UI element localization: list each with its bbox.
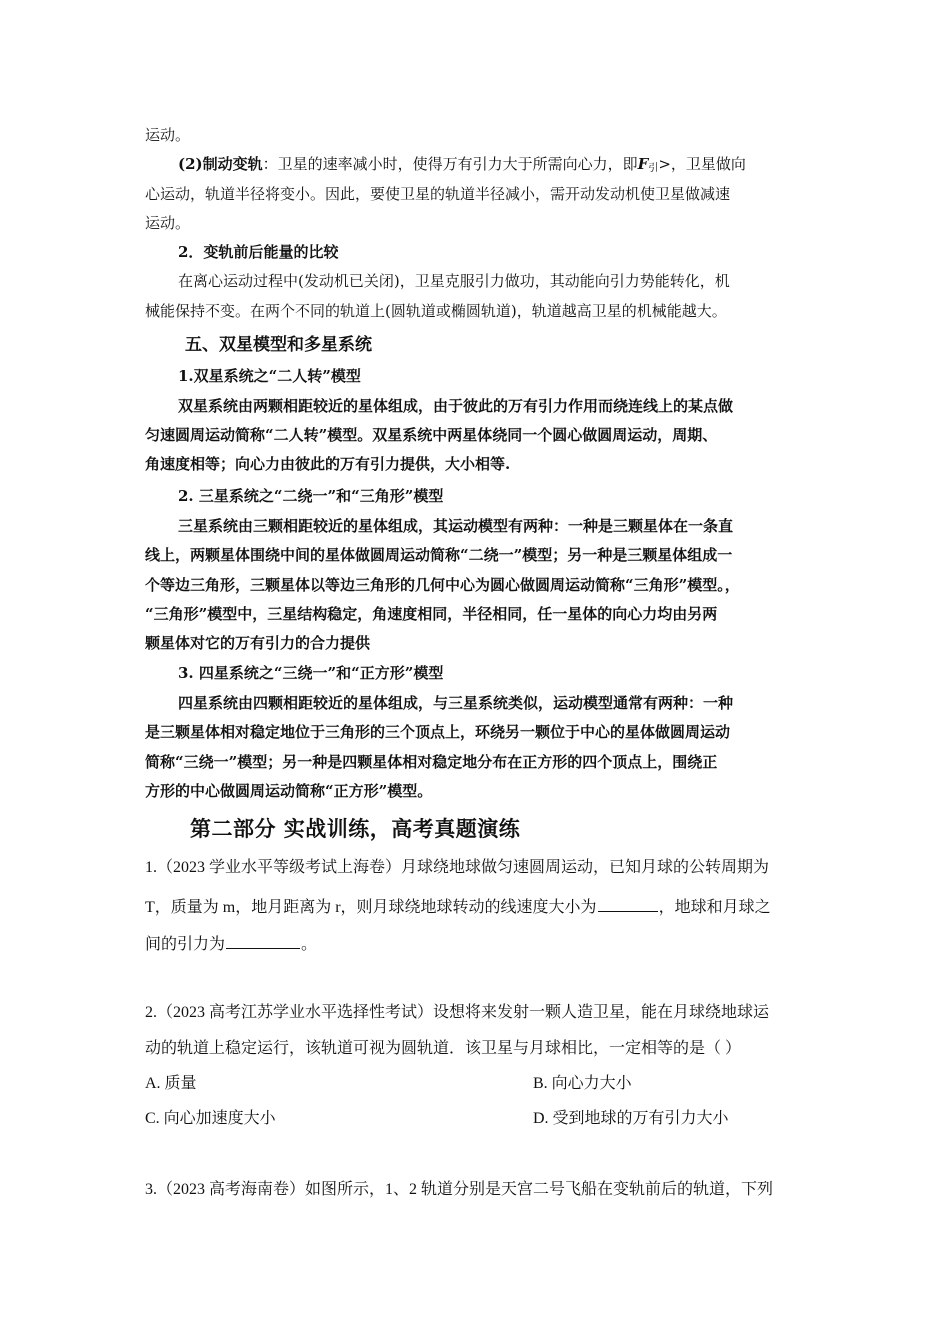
question-1-line xyxy=(145,932,317,956)
paragraph-line: 个等边三角形，三颗星体以等边三角形的几何中心为圆心做圆周运动简称“三角形”模型。， xyxy=(145,576,740,594)
question-2-line: 2.（2023 高考江苏学业水平选择性考试）设想将来发射一颗人造卫星，能在月球绕地球运 xyxy=(145,1004,770,1021)
paragraph-line: 线上，两颗星体围绕中间的星体做圆周运动简称“二绕一”模型；另一种是三颗星体组成一 xyxy=(145,546,733,564)
subsection-heading: 3. 四星系统之“三绕一”和“正方形”模型 xyxy=(178,664,444,682)
paragraph-line: 四星系统由四颗相距较近的星体组成，与三星系统类似，运动模型通常有两种：一种 xyxy=(178,694,734,712)
subsection-heading: 2. 三星系统之“二绕一”和“三角形”模型 xyxy=(178,487,444,505)
option-b: B. 向心力大小 xyxy=(533,1075,632,1092)
brake-orbit-text-end: >，卫星做向 xyxy=(658,155,746,173)
question-1-text: T，质量为 m，地月距离为 r，则月球绕地球转动的线速度大小为 xyxy=(145,899,597,916)
question-1-line: 1.（2023 学业水平等级考试上海卷）月球绕地球做匀速圆周运动，已知月球的公转周期为 xyxy=(145,859,770,876)
part-title: 第二部分 实战训练，高考真题演练 xyxy=(190,816,521,841)
question-1-text: 间的引力为 xyxy=(145,936,226,953)
question-1-text: ，地球和月球之 xyxy=(658,899,771,916)
paragraph-line: 运动。 xyxy=(145,214,191,232)
paragraph-line: 颗星体对它的万有引力的合力提供 xyxy=(145,634,371,652)
paragraph-line: 是三颗星体相对稳定地位于三角形的三个顶点上，环绕另一颗位于中心的星体做圆周运动 xyxy=(145,723,731,741)
brake-orbit-paragraph xyxy=(178,153,746,180)
energy-heading: 2．变轨前后能量的比较 xyxy=(178,243,339,261)
force-symbol: F xyxy=(637,155,649,173)
section-title: 五、双星模型和多星系统 xyxy=(185,335,372,355)
intro-line: 运动。 xyxy=(145,126,191,144)
paragraph-line: 械能保持不变。在两个不同的轨道上(圆轨道或椭圆轨道)，轨道越高卫星的机械能越大。 xyxy=(145,302,727,320)
paragraph-line: 方形的中心做圆周运动简称“正方形”模型。 xyxy=(145,782,433,800)
question-3-line: 3.（2023 高考海南卷）如图所示，1、2 轨道分别是天宫二号飞船在变轨前后的轨道，下列 xyxy=(145,1181,774,1198)
paragraph-line: 在离心运动过程中(发动机已关闭)，卫星克服引力做功，其动能向引力势能转化，机 xyxy=(178,272,730,290)
paragraph-line: 简称“三绕一”模型；另一种是四颗星体相对稳定地分布在正方形的四个顶点上，围绕正 xyxy=(145,753,718,771)
option-d: D. 受到地球的万有引力大小 xyxy=(533,1110,729,1127)
option-a: A. 质量 xyxy=(145,1075,197,1092)
paragraph-line: “三角形”模型中，三星结构稳定，角速度相同，半径相同，任一星体的向心力均由另两 xyxy=(145,605,718,623)
question-1-line xyxy=(145,895,771,919)
question-1-text: 。 xyxy=(301,936,318,953)
option-c: C. 向心加速度大小 xyxy=(145,1110,276,1127)
brake-orbit-text: ：卫星的速率减小时，使得万有引力大于所需向心力，即 xyxy=(262,155,638,173)
paragraph-line: 匀速圆周运动简称“二人转”模型。双星系统中两星体绕同一个圆心做圆周运动，周期、 xyxy=(145,426,718,444)
subsection-heading: 1.双星系统之“二人转”模型 xyxy=(178,367,361,385)
paragraph-line: 角速度相等；向心力由彼此的万有引力提供，大小相等. xyxy=(145,455,511,473)
force-subscript: 引 xyxy=(648,163,659,174)
brake-orbit-label: (2)制动变轨 xyxy=(178,155,263,173)
paragraph-line: 双星系统由两颗相距较近的星体组成，由于彼此的万有引力作用而绕连线上的某点做 xyxy=(178,397,734,415)
paragraph-line: 三星系统由三颗相距较近的星体组成，其运动模型有两种：一种是三颗星体在一条直 xyxy=(178,517,734,535)
answer-blank xyxy=(598,895,658,912)
answer-blank xyxy=(226,932,300,949)
paragraph-line: 心运动，轨道半径将变小。因此，要使卫星的轨道半径减小，需开动发动机使卫星做减速 xyxy=(145,185,731,203)
question-2-line: 动的轨道上稳定运行，该轨道可视为圆轨道．该卫星与月球相比，一定相等的是（ ） xyxy=(145,1040,742,1057)
